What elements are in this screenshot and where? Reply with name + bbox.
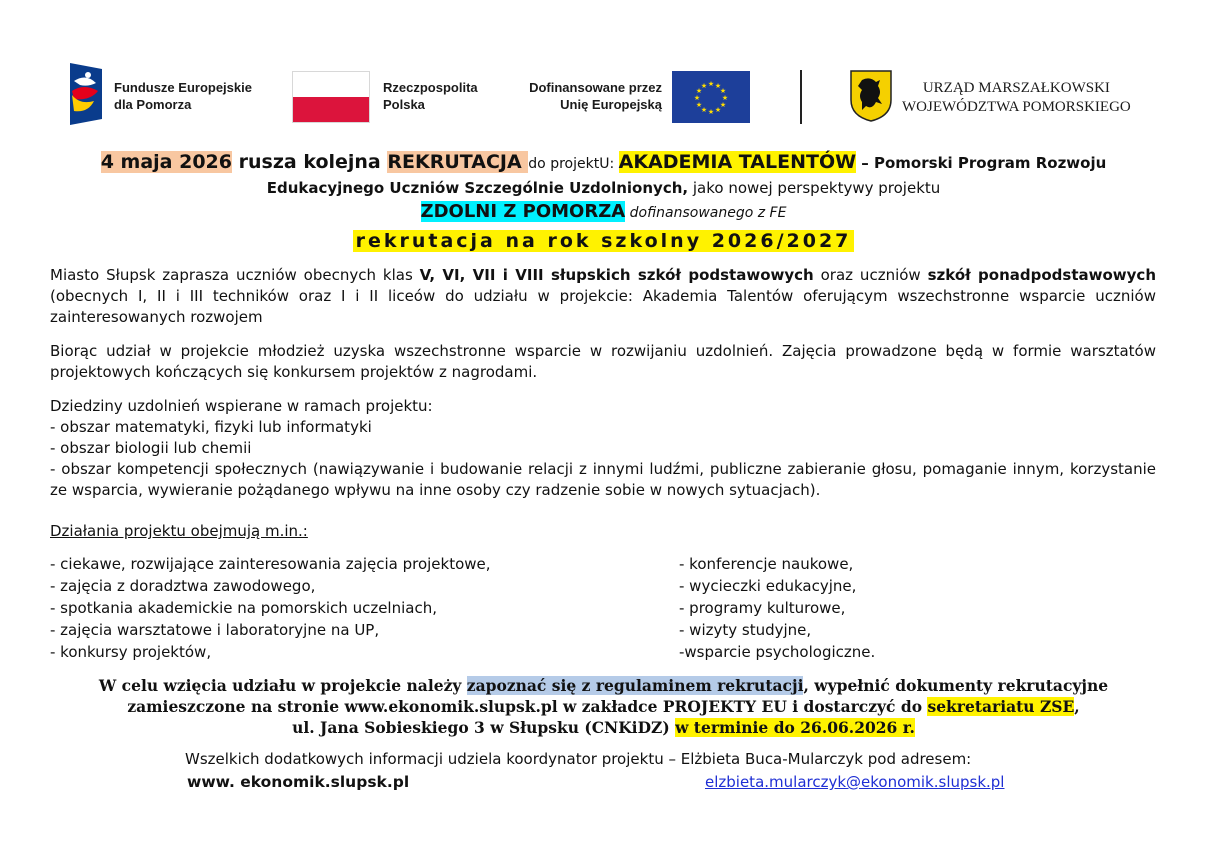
activity-item: - wycieczki edukacyjne,	[679, 577, 857, 595]
fields-item: - obszar matematyki, fizyki lub informatyki	[50, 418, 372, 436]
svg-text:★: ★	[707, 108, 715, 116]
contact-line: Wszelkich dodatkowych informacji udziela koordynator projektu – Elżbieta Buca-Mularczyk pod adresem:	[185, 750, 972, 768]
intro-text-c: oraz uczniów	[813, 266, 928, 284]
heading-dofinansowanego: dofinansowanego z FE	[625, 205, 787, 221]
heading-rekrutacja: REKRUTACJA	[387, 151, 529, 173]
svg-text:★: ★	[700, 82, 708, 90]
ue-logo-line2: Unię Europejską	[560, 97, 662, 112]
activity-item: -wsparcie psychologiczne.	[679, 643, 876, 661]
intro-paragraph	[50, 265, 1156, 328]
recruitment-date: 4 maja 2026	[100, 151, 232, 173]
activity-item: - konferencje naukowe,	[679, 555, 854, 573]
contact-email-link[interactable]: elzbieta.mularczyk@ekonomik.slupsk.pl	[705, 773, 1005, 791]
svg-text:★: ★	[714, 82, 722, 90]
activities-left-list	[50, 553, 491, 663]
um-logo-line2: WOJEWÓDZTWA POMORSKIEGO	[902, 99, 1131, 115]
intro-text-a: Miasto Słupsk zaprasza uczniów obecnych klas	[50, 266, 420, 284]
cta-text-f: ,	[1074, 697, 1080, 716]
heading-line1	[30, 150, 1177, 176]
heading-program-line1: – Pomorski Program Rozwoju	[856, 154, 1107, 172]
heading-line3	[30, 200, 1177, 225]
fundusze-europejskie-logo	[66, 61, 106, 127]
intro-secondary-schools: szkół ponadpodstawowych	[927, 266, 1157, 284]
cta-text-c: , wypełnić dokumenty rekrutacyjne	[803, 676, 1109, 695]
ue-logo-line1: Dofinansowane przez	[529, 80, 662, 95]
heading-akademia-talentow: AKADEMIA TALENTÓW	[618, 151, 857, 173]
svg-text:★: ★	[721, 94, 729, 102]
pomorskie-griffin-icon	[850, 70, 892, 122]
intro-text-e: (obecnych I, II i III techników oraz I i II liceów do udziału w projekcie: Akademia Talentów oferującym wszechstronne wsparcie uczniów zainteresowanych rozwojem	[50, 287, 1156, 326]
activities-right-list	[679, 553, 875, 663]
svg-text:★: ★	[719, 87, 727, 95]
heading-program-line2: Edukacyjnego Uczniów Szczególnie Uzdolnionych,	[266, 179, 689, 197]
cta-deadline: w terminie do 26.06.2026 r.	[675, 718, 915, 737]
fields-section	[50, 396, 1156, 501]
activity-item: - programy kulturowe,	[679, 599, 846, 617]
heading-school-year: rekrutacja na rok szkolny 2026/2027	[353, 230, 855, 252]
contact-website: www. ekonomik.slupsk.pl	[187, 773, 410, 791]
heading-do-projektu: do projektU:	[528, 156, 619, 172]
activity-item: - wizyty studyjne,	[679, 621, 812, 639]
svg-text:★: ★	[719, 101, 727, 109]
svg-text:★: ★	[695, 101, 703, 109]
activity-item: - konkursy projektów,	[50, 643, 212, 661]
fe-logo-line2: dla Pomorza	[114, 97, 192, 112]
eu-flag-icon	[672, 71, 750, 123]
activity-item: - zajęcia warsztatowe i laboratoryjne na UP,	[50, 621, 380, 639]
activity-item: - ciekawe, rozwijające zainteresowania zajęcia projektowe,	[50, 555, 491, 573]
cta-regulamin: zapoznać się z regulaminem rekrutacji	[466, 676, 804, 695]
heading-perspektywa: jako nowej perspektywy projektu	[688, 179, 941, 197]
svg-text:★: ★	[700, 106, 708, 114]
um-logo-line1: URZĄD MARSZAŁKOWSKI	[922, 80, 1110, 96]
cta-address: ul. Jana Sobieskiego 3 w Słupsku (CNKiDZ)	[292, 718, 676, 737]
logo-strip	[0, 0, 1207, 140]
logo-divider	[800, 70, 802, 124]
activity-item: - zajęcia z doradztwa zawodowego,	[50, 577, 316, 595]
fields-item: - obszar biologii lub chemii	[50, 439, 252, 457]
poland-flag-icon	[292, 71, 370, 123]
heading-rusza: rusza kolejna	[232, 151, 388, 173]
rp-logo-line2: Polska	[383, 97, 425, 112]
cta-text-d: zamieszczone na stronie www.ekonomik.slupsk.pl w zakładce PROJEKTY EU i dostarczyć do	[127, 697, 928, 716]
activity-item: - spotkania akademickie na pomorskich uczelniach,	[50, 599, 437, 617]
heading-zdolni-z-pomorza: ZDOLNI Z POMORZA	[420, 201, 626, 222]
intro-classes: V, VI, VII i VIII słupskich szkół podstawowych	[419, 266, 814, 284]
heading-line2	[30, 178, 1177, 199]
cta-text-a: W celu wzięcia udziału w projekcie należy	[98, 676, 467, 695]
fields-title: Dziedziny uzdolnień wspierane w ramach projektu:	[50, 397, 433, 415]
svg-text:★: ★	[714, 106, 722, 114]
rp-logo-line1: Rzeczpospolita	[383, 80, 478, 95]
support-paragraph: Biorąc udział w projekcie młodzież uzyska wszechstronne wsparcie w rozwijaniu uzdolnień. Zajęcia prowadzone będą w formie warsztatów projektowych kończących się konkursem projektów z nagrodami.	[50, 342, 1156, 381]
svg-text:★: ★	[695, 87, 703, 95]
svg-text:★: ★	[707, 80, 715, 88]
call-to-action	[20, 675, 1187, 738]
fields-item: - obszar kompetencji społecznych (nawiązywanie i budowanie relacji z innymi ludźmi, publiczne zabieranie głosu, pomaganie innym, korzystanie ze wsparcia, wywieranie pożądanego wpływu na inne osoby czy radzenie sobie w nowych sytuacjach).	[50, 460, 1156, 499]
cta-sekretariat: sekretariatu ZSE	[927, 697, 1075, 716]
fe-logo-line1: Fundusze Europejskie	[114, 80, 252, 95]
heading-line4	[30, 228, 1177, 255]
activities-title: Działania projektu obejmują m.in.:	[50, 522, 308, 540]
svg-text:★: ★	[693, 94, 701, 102]
